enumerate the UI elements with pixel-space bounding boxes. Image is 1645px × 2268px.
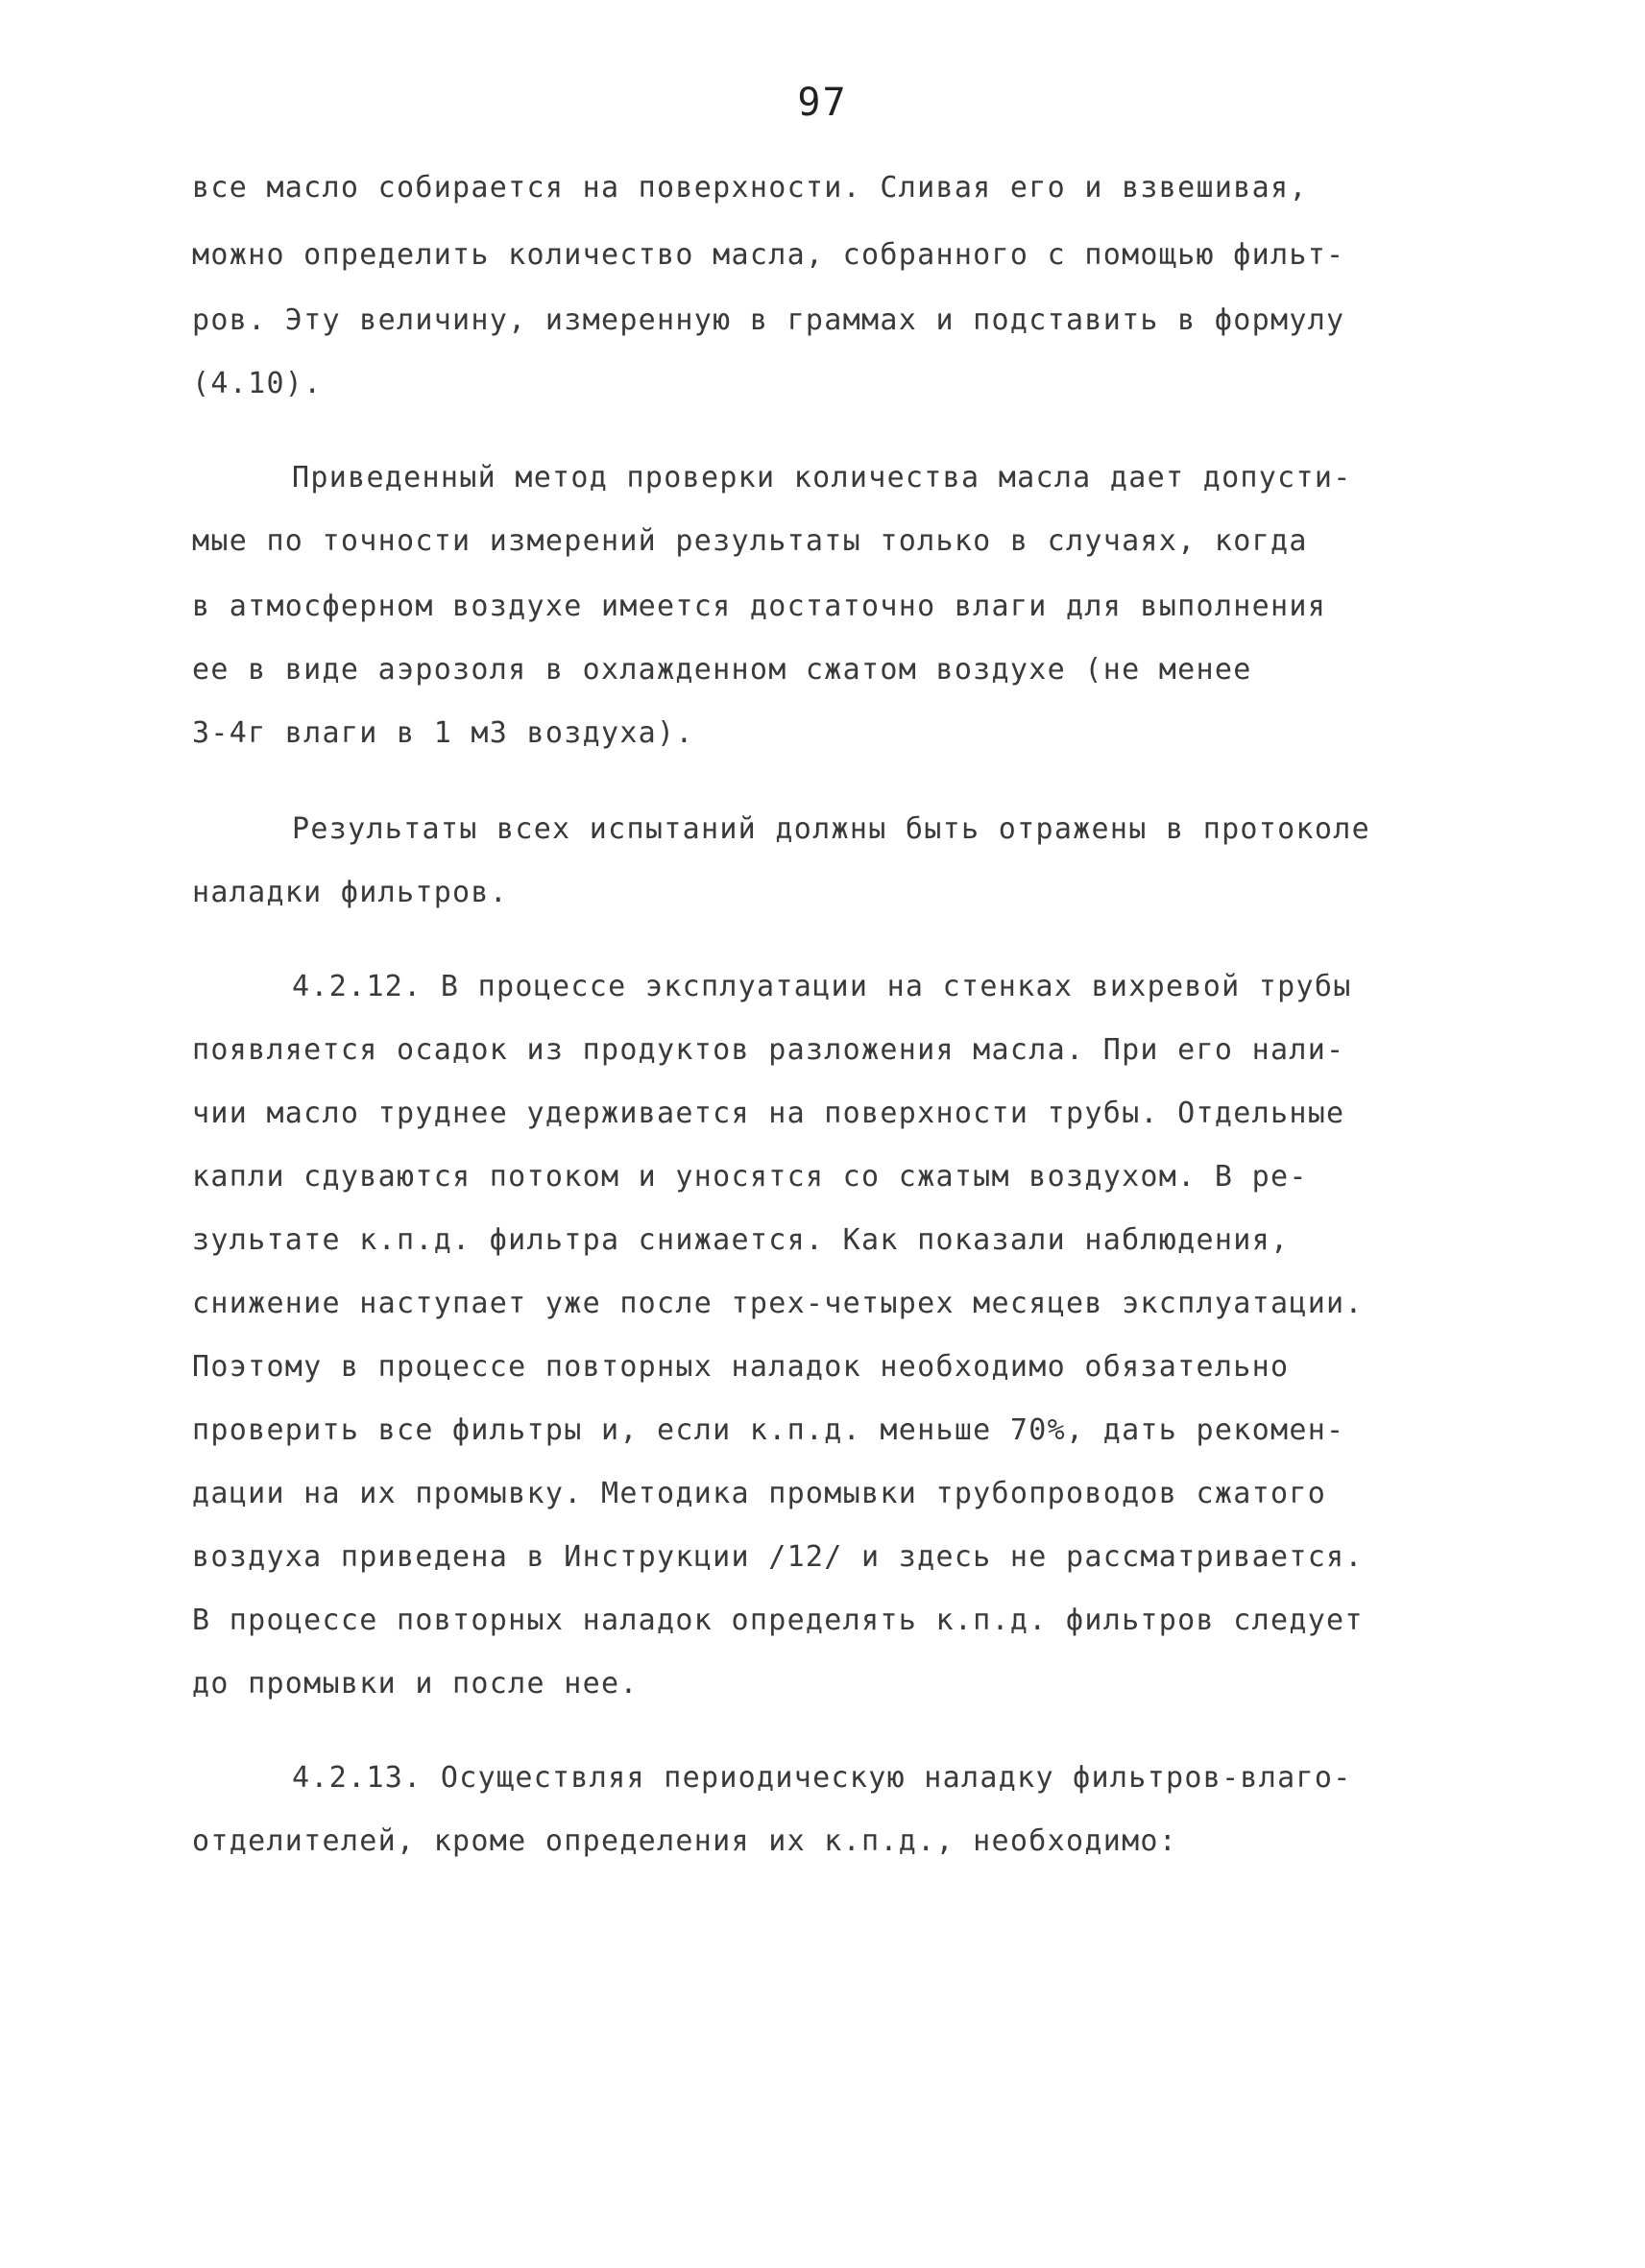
text-line: капли сдуваются потоком и уносятся со сжатым воздухом. В ре- xyxy=(192,1160,1308,1194)
text-line: мые по точности измерений результаты только в случаях, когда xyxy=(192,524,1308,558)
text-line: 4.2.12. В процессе эксплуатации на стенках вихревой трубы xyxy=(292,970,1352,1003)
text-line: Поэтому в процессе повторных наладок необходимо обязательно xyxy=(192,1350,1290,1384)
text-line: В процессе повторных наладок определять к.п.д. фильтров следует xyxy=(192,1604,1364,1637)
text-line: чии масло труднее удерживается на поверхности трубы. Отдельные xyxy=(192,1097,1345,1130)
page-number: 97 xyxy=(797,81,848,125)
text-line: отделителей, кроме определения их к.п.д., необходимо: xyxy=(192,1824,1178,1858)
text-line: все масло собирается на поверхности. Сливая его и взвешивая, xyxy=(192,171,1308,205)
text-line: снижение наступает уже после трех-четырех месяцев эксплуатации. xyxy=(192,1287,1364,1320)
text-line: ров. Эту величину, измеренную в граммах и подставить в формулу xyxy=(192,303,1345,337)
text-line: появляется осадок из продуктов разложения масла. При его нали- xyxy=(192,1033,1345,1067)
text-line: 3-4г влаги в 1 м3 воздуха). xyxy=(192,716,694,750)
text-line: (4.10). xyxy=(192,367,323,400)
text-line: воздуха приведена в Инструкции /12/ и здесь не рассматривается. xyxy=(192,1540,1364,1574)
text-line: наладки фильтров. xyxy=(192,876,509,909)
text-line: Результаты всех испытаний должны быть отражены в протоколе xyxy=(292,812,1370,846)
text-line: 4.2.13. Осуществляя периодическую наладку фильтров-влаго- xyxy=(292,1761,1352,1795)
text-line: зультате к.п.д. фильтра снижается. Как показали наблюдения, xyxy=(192,1223,1290,1257)
text-line: до промывки и после нее. xyxy=(192,1667,639,1701)
text-line: ее в виде аэрозоля в охлажденном сжатом воздухе (не менее xyxy=(192,653,1252,687)
text-line: проверить все фильтры и, если к.п.д. меньше 70%, дать рекомен- xyxy=(192,1413,1345,1447)
text-line: дации на их промывку. Методика промывки трубопроводов сжатого xyxy=(192,1477,1327,1510)
text-line: Приведенный метод проверки количества масла дает допусти- xyxy=(292,461,1352,495)
text-line: в атмосферном воздухе имеется достаточно влаги для выполнения xyxy=(192,590,1327,623)
text-line: можно определить количество масла, собранного с помощью фильт- xyxy=(192,238,1345,272)
